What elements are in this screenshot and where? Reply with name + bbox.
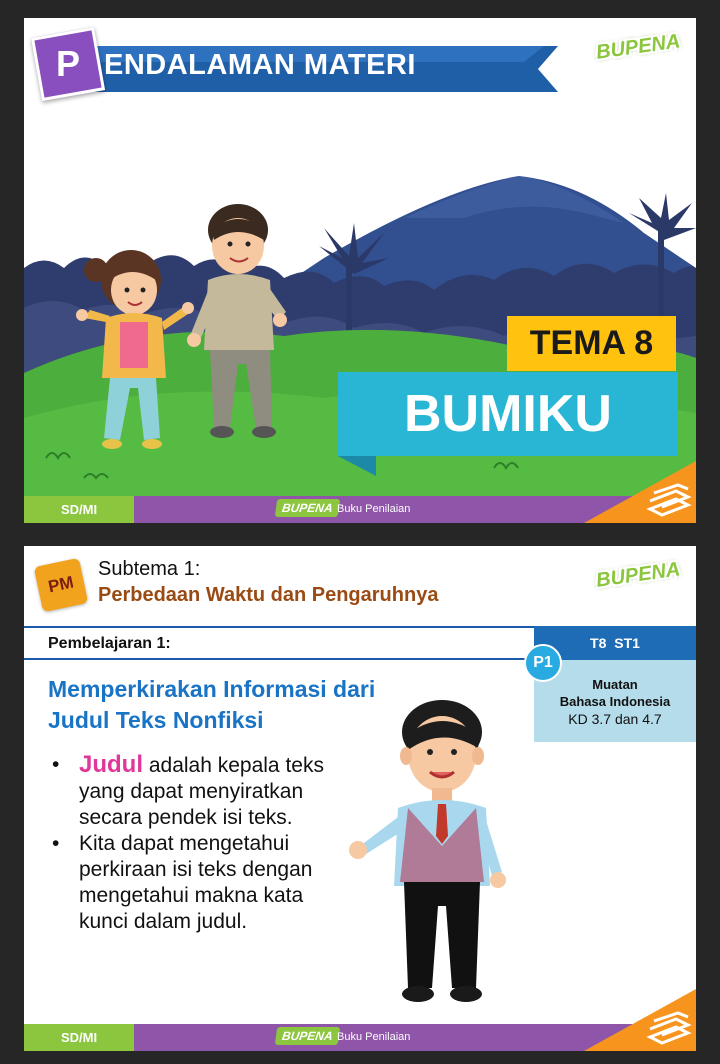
- lesson-heading: Memperkirakan Informasi dari Judul Teks Nonfiksi: [48, 676, 376, 733]
- content-slide: [24, 546, 696, 1051]
- footer-logo: BUPENA: [275, 1027, 340, 1045]
- bupena-logo: BUPENA: [594, 558, 682, 592]
- bullet-item: • Kita dapat mengetahui perkiraan isi teks dengan mengetahui makna kata kunci dalam judul.: [52, 832, 313, 933]
- theme-code: T8 ST1: [590, 635, 640, 651]
- muatan-subject: Bahasa Indonesia: [559, 694, 671, 709]
- tema-label: TEMA 8: [507, 316, 676, 371]
- books-corner-icon: [584, 441, 696, 523]
- footer-logo: BUPENA: [275, 499, 340, 517]
- bullet-item: • Judul adalah kepala teks yang dapat menyiratkan secara pendek isi teks.: [52, 751, 324, 829]
- bullet-text: Kita dapat mengetahui perkiraan isi teks dengan mengetahui makna kata kunci dalam judul.: [79, 832, 313, 933]
- muatan-label: Muatan: [592, 677, 638, 692]
- keyword-judul: Judul: [79, 751, 143, 778]
- teacher-illustration: [342, 696, 542, 1016]
- footer-book-label: Buku Penilaian: [337, 503, 411, 515]
- subtema-title: Perbedaan Waktu dan Pengaruhnya: [98, 584, 439, 606]
- pm-icon: PM: [34, 558, 89, 613]
- p1-badge: P1: [524, 644, 562, 682]
- footer-book-label: Buku Penilaian: [337, 1031, 411, 1043]
- books-corner-icon: [584, 969, 696, 1051]
- footer-level: SD/MI: [24, 496, 134, 523]
- cover-slide: [24, 18, 696, 523]
- bullet-list: [48, 752, 348, 935]
- bupena-logo: BUPENA: [594, 30, 682, 64]
- banner-letter-tile: P: [31, 27, 105, 101]
- pembelajaran-label: Pembelajaran 1:: [48, 635, 171, 652]
- muatan-kd: KD 3.7 dan 4.7: [568, 711, 662, 727]
- banner-title: ENDALAMAN MATERI: [104, 49, 416, 81]
- cover-title: BUMIKU: [404, 385, 612, 443]
- subtema-label: Subtema 1:: [98, 558, 201, 580]
- bullet-text: adalah kepala teks yang dapat menyiratkan secara pendek isi teks.: [79, 754, 324, 829]
- footer-level: SD/MI: [24, 1024, 134, 1051]
